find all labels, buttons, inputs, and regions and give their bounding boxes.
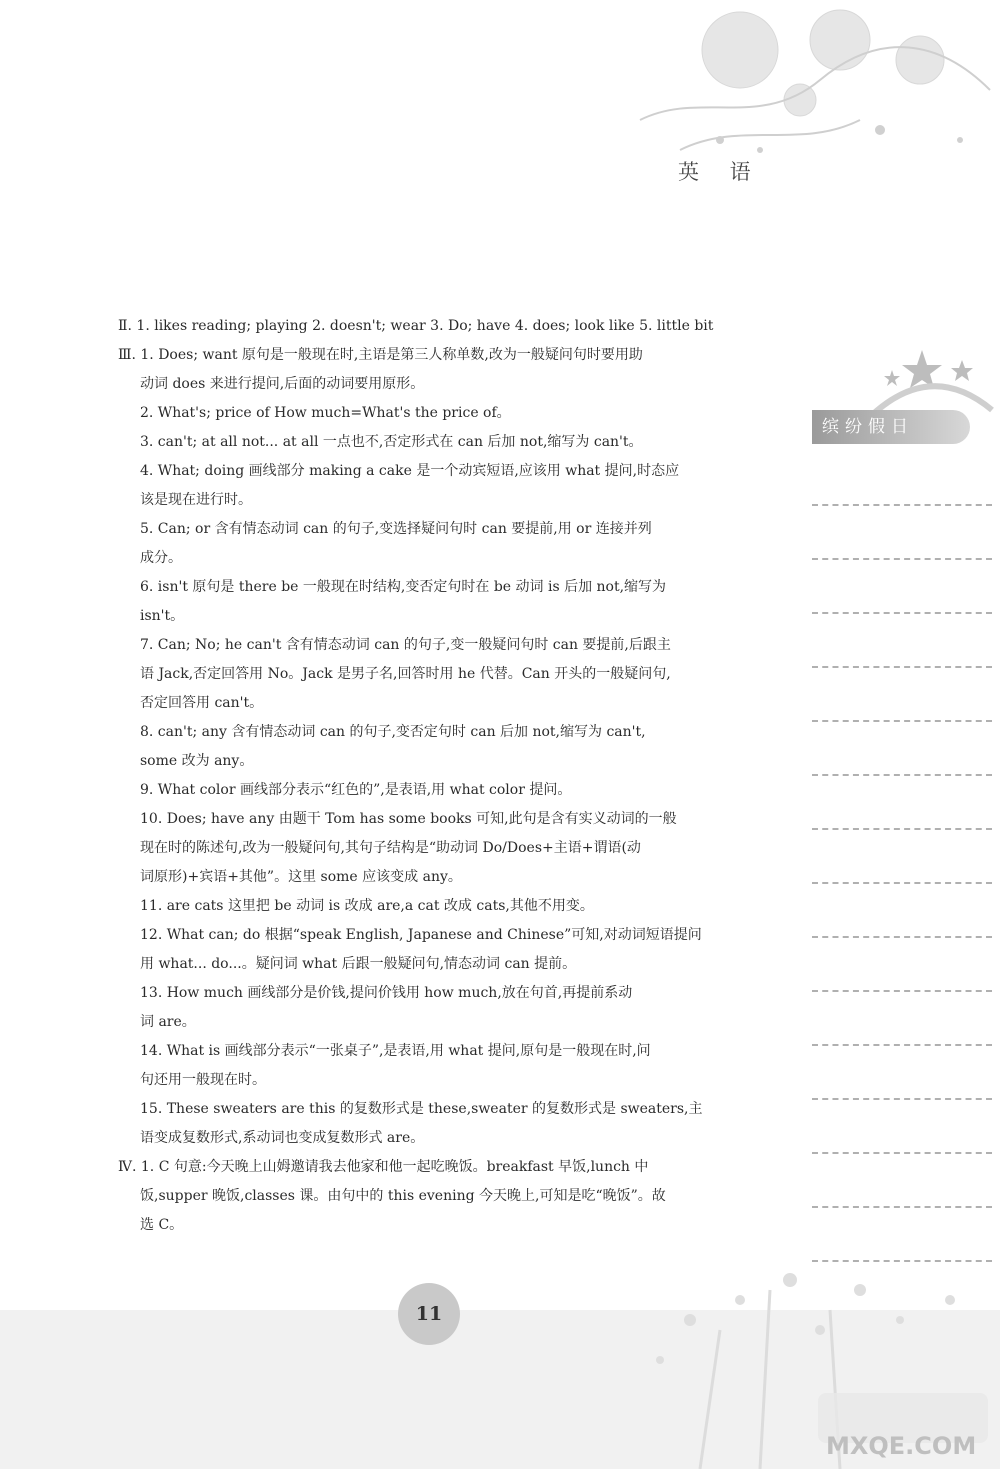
answer-line: 13. How much 画线部分是价钱,提问价钱用 how much,放在句首,再提前系动 xyxy=(140,985,633,1001)
note-line xyxy=(812,1154,992,1208)
sidebar-badge xyxy=(812,340,992,450)
answer-line: 6. isn't 原句是 there be 一般现在时结构,变否定句时在 be 动词 is 后加 not,缩写为 xyxy=(140,579,667,595)
note-line xyxy=(812,668,992,722)
answer-line: 成分。 xyxy=(140,550,182,566)
answer-line: 14. What is 画线部分表示“一张桌子”,是表语,用 what 提问,原句是一般现在时,问 xyxy=(140,1043,651,1059)
answer-line: Ⅱ. 1. likes reading; playing 2. doesn't; wear 3. Do; have 4. does; look like 5. little bit xyxy=(118,318,714,334)
answer-line: Ⅳ. 1. C 句意:今天晚上山姆邀请我去他家和他一起吃晚饭。breakfast 早饭,lunch 中 xyxy=(118,1159,649,1175)
note-line xyxy=(812,776,992,830)
answer-line: 饭,supper 晚饭,classes 课。由句中的 this evening 今天晚上,可知是吃“晚饭”。故 xyxy=(140,1188,666,1204)
page-number: 11 xyxy=(398,1283,460,1345)
answer-line: 用 what... do...。疑问词 what 后跟一般疑问句,情态动词 can 提前。 xyxy=(140,956,577,972)
badge-label: 缤纷假日 xyxy=(812,410,970,444)
answer-line: 否定回答用 can't。 xyxy=(140,695,264,711)
answer-line: 该是现在进行时。 xyxy=(140,492,252,508)
note-line xyxy=(812,452,992,506)
note-lines xyxy=(812,452,992,1262)
note-line xyxy=(812,992,992,1046)
watermark-site: MXQE.COM xyxy=(826,1432,977,1460)
answer-line: 9. What color 画线部分表示“红色的”,是表语,用 what color 提问。 xyxy=(140,782,572,798)
answer-line: 5. Can; or 含有情态动词 can 的句子,变选择疑问句时 can 要提前,用 or 连接并列 xyxy=(140,521,652,537)
note-line xyxy=(812,722,992,776)
answer-content xyxy=(118,312,758,1240)
answer-line: some 改为 any。 xyxy=(140,753,254,769)
answer-line: 3. can't; at all not... at all 一点也不,否定形式在 can 后加 not,缩写为 can't。 xyxy=(140,434,643,450)
note-line xyxy=(812,560,992,614)
answer-line: 语变成复数形式,系动词也变成复数形式 are。 xyxy=(140,1130,425,1146)
answer-line: 8. can't; any 含有情态动词 can 的句子,变否定句时 can 后加 not,缩写为 can't, xyxy=(140,724,646,740)
answer-line: 10. Does; have any 由题干 Tom has some books 可知,此句是含有实义动词的一般 xyxy=(140,811,677,827)
answer-line: 词 are。 xyxy=(140,1014,196,1030)
answer-line: 动词 does 来进行提问,后面的动词要用原形。 xyxy=(140,376,425,392)
answer-line: 现在时的陈述句,改为一般疑问句,其句子结构是“助动词 Do/Does+主语+谓语(动 xyxy=(140,840,641,856)
note-line xyxy=(812,1100,992,1154)
answer-line: 选 C。 xyxy=(140,1217,184,1233)
answer-line: 7. Can; No; he can't 含有情态动词 can 的句子,变一般疑问句时 can 要提前,后跟主 xyxy=(140,637,671,653)
note-line xyxy=(812,506,992,560)
answer-line: 15. These sweaters are this 的复数形式是 these,sweater 的复数形式是 sweaters,主 xyxy=(140,1101,703,1117)
answer-line: 12. What can; do 根据“speak English, Japanese and Chinese”可知,对动词短语提问 xyxy=(140,927,702,943)
note-line xyxy=(812,830,992,884)
star-burst-icon xyxy=(832,340,1000,420)
note-line xyxy=(812,614,992,668)
note-line xyxy=(812,884,992,938)
answer-line: 句还用一般现在时。 xyxy=(140,1072,266,1088)
answer-line: 词原形)+宾语+其他”。这里 some 应该变成 any。 xyxy=(140,869,462,885)
note-line xyxy=(812,1046,992,1100)
answer-line: 4. What; doing 画线部分 making a cake 是一个动宾短语,应该用 what 提问,时态应 xyxy=(140,463,680,479)
answer-line: 语 Jack,否定回答用 No。Jack 是男子名,回答时用 he 代替。Can 开头的一般疑问句, xyxy=(140,666,671,682)
answer-line: 2. What's; price of How much=What's the price of。 xyxy=(140,405,511,421)
answer-line: Ⅲ. 1. Does; want 原句是一般现在时,主语是第三人称单数,改为一般疑问句时要用助 xyxy=(118,347,643,363)
floral-decoration-top xyxy=(620,0,1000,200)
subject-title: 英 语 xyxy=(678,160,763,184)
answer-line: isn't。 xyxy=(140,608,185,624)
answer-line: 11. are cats 这里把 be 动词 is 改成 are,a cat 改成 cats,其他不用变。 xyxy=(140,898,594,914)
note-line xyxy=(812,938,992,992)
